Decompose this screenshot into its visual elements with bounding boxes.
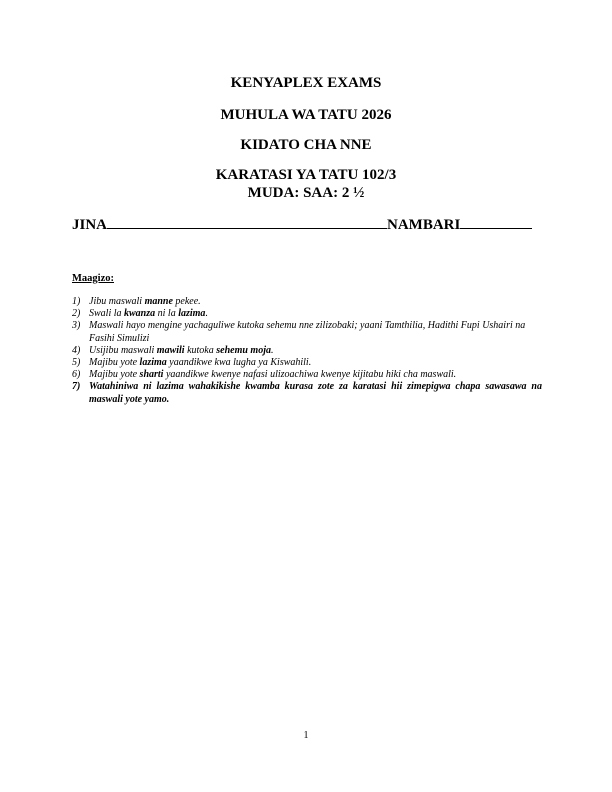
instruction-fragment: Swali la bbox=[89, 308, 125, 320]
instructions-heading: Maagizo: bbox=[72, 273, 114, 284]
instruction-item bbox=[72, 308, 542, 320]
exam-body-title: KENYAPLEX EXAMS bbox=[230, 75, 382, 91]
instruction-item bbox=[72, 320, 542, 344]
instruction-emphasis: lazima bbox=[178, 308, 206, 320]
instruction-text bbox=[89, 357, 542, 369]
name-label: JINA bbox=[72, 217, 108, 233]
number-field[interactable] bbox=[460, 215, 532, 229]
exam-paper: KARATASI YA TATU 102/3 bbox=[215, 167, 397, 183]
instruction-number: 2) bbox=[72, 308, 81, 320]
instruction-fragment: Maswali hayo mengine yachaguliwe kutoka sehemu nne zilizobaki; yaani Tamthilia, Hadithi Fupi Ushairi na Fasihi Simulizi bbox=[89, 320, 526, 344]
instruction-emphasis: kwanza bbox=[124, 308, 156, 320]
exam-form: KIDATO CHA NNE bbox=[240, 137, 372, 153]
instructions-list bbox=[72, 296, 542, 406]
instruction-number: 5) bbox=[72, 357, 81, 369]
instruction-fragment: . bbox=[270, 344, 274, 356]
instruction-item bbox=[72, 381, 542, 405]
instruction-number: 3) bbox=[72, 320, 81, 332]
instruction-item bbox=[72, 296, 542, 308]
instruction-item bbox=[72, 369, 542, 381]
page-number: 1 bbox=[303, 730, 309, 741]
candidate-fields bbox=[72, 215, 542, 234]
instruction-fragment: ni la bbox=[155, 308, 179, 320]
instruction-fragment: yaandikwe kwa lugha ya Kiswahili. bbox=[166, 357, 312, 369]
instruction-item bbox=[72, 357, 542, 369]
instruction-text bbox=[89, 381, 542, 405]
instruction-fragment: kutoka bbox=[184, 344, 217, 356]
instruction-text bbox=[89, 320, 542, 344]
name-field[interactable] bbox=[107, 215, 387, 229]
number-label: NAMBARI bbox=[387, 217, 461, 233]
instruction-text bbox=[89, 369, 542, 381]
instruction-fragment: Watahiniwa ni lazima wahakikishe kwamba kurasa zote za karatasi hii zimepigwa chapa sawasawa na maswali yote yamo. bbox=[89, 381, 542, 405]
instruction-text bbox=[89, 345, 542, 357]
instruction-text bbox=[89, 308, 542, 320]
instruction-fragment: yaandikwe kwenye nafasi ulizoachiwa kwenye kijitabu hiki cha maswali. bbox=[163, 369, 457, 381]
instruction-fragment: pekee. bbox=[172, 296, 201, 307]
instruction-item bbox=[72, 345, 542, 357]
instruction-emphasis: manne bbox=[144, 296, 173, 307]
instruction-number: 1) bbox=[72, 296, 81, 307]
exam-duration: MUDA: SAA: 2 ½ bbox=[247, 185, 365, 201]
instruction-emphasis: sehemu moja bbox=[216, 344, 271, 356]
instruction-number: 7) bbox=[72, 381, 81, 393]
instruction-fragment: Usijibu maswali bbox=[89, 344, 157, 356]
instruction-fragment: . bbox=[205, 308, 208, 320]
instruction-number: 6) bbox=[72, 369, 81, 381]
instruction-text bbox=[89, 296, 542, 308]
instruction-number: 4) bbox=[72, 344, 81, 356]
instruction-fragment: Jibu maswali bbox=[89, 296, 145, 307]
instruction-emphasis: lazima bbox=[139, 357, 167, 369]
instruction-fragment: Majibu yote bbox=[89, 369, 140, 381]
instruction-fragment: Majibu yote bbox=[89, 357, 140, 369]
exam-term: MUHULA WA TATU 2026 bbox=[220, 107, 392, 123]
instruction-emphasis: sharti bbox=[139, 369, 164, 381]
instruction-emphasis: mawili bbox=[156, 344, 185, 356]
